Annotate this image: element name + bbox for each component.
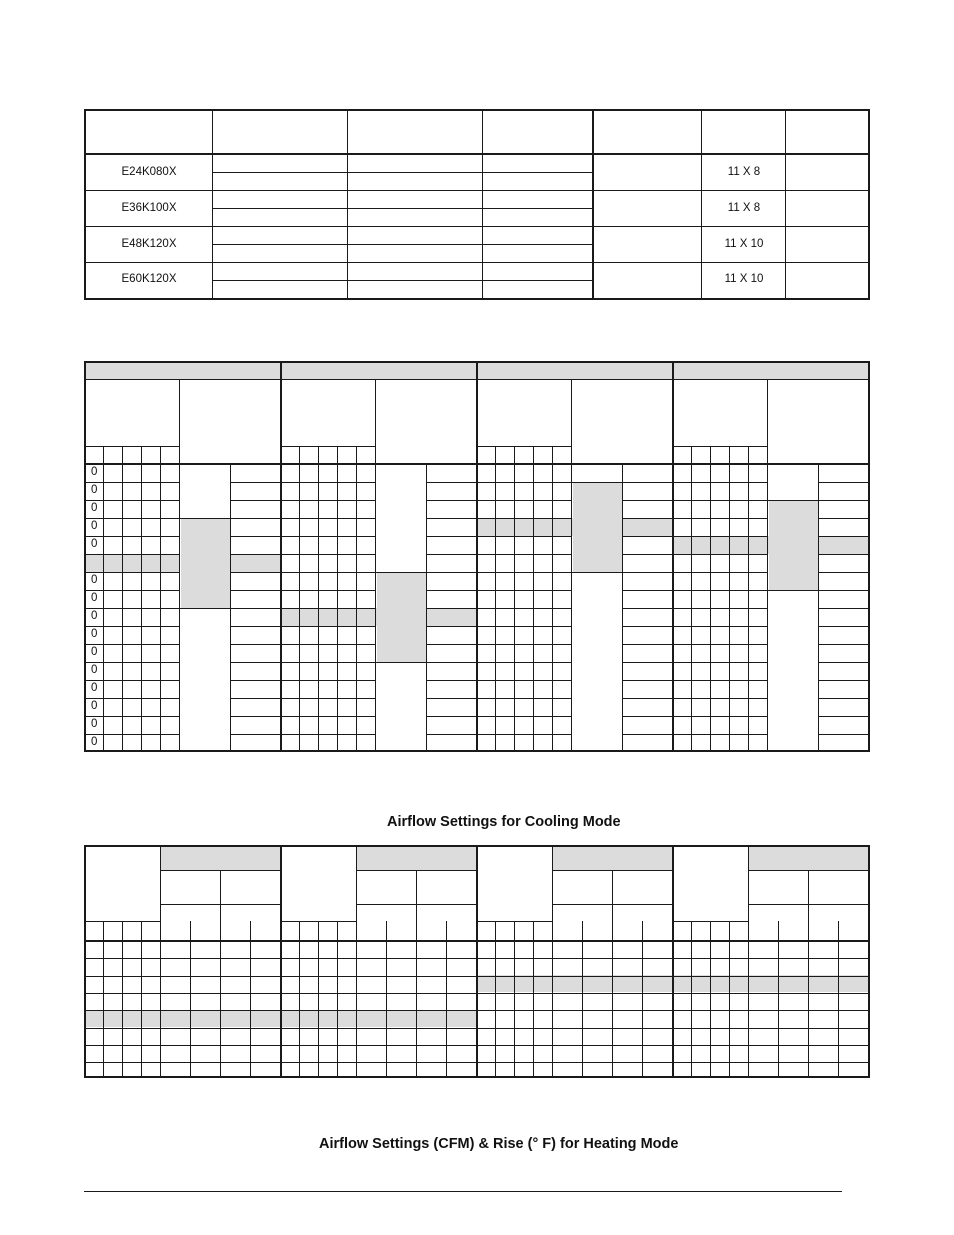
row-rule	[476, 626, 572, 627]
row-rule	[818, 572, 868, 573]
footer-rule	[84, 1191, 842, 1192]
row-rule	[672, 626, 768, 627]
row-rule	[476, 590, 572, 591]
col-rule	[571, 379, 572, 752]
col-rule	[141, 921, 142, 1078]
row-rule	[84, 1062, 870, 1063]
col-rule	[767, 379, 768, 752]
table-cell-value: 0	[91, 592, 98, 604]
sub-rule	[280, 446, 376, 447]
row-rule	[476, 680, 572, 681]
col-rule	[337, 446, 338, 752]
row-rule	[230, 698, 280, 699]
row-rule	[672, 554, 768, 555]
col-rule	[160, 845, 161, 1078]
row-rule	[476, 662, 572, 663]
table-cell-value: 0	[91, 574, 98, 586]
block-rule	[180, 518, 230, 519]
row-rule	[818, 626, 868, 627]
row-rule	[84, 1028, 870, 1029]
col-rule	[356, 446, 357, 752]
table-cell-duct-size: 11 X 10	[724, 273, 764, 285]
row-rule	[672, 698, 768, 699]
row-rule	[818, 590, 868, 591]
row-rule	[280, 680, 376, 681]
row-rule	[280, 482, 376, 483]
row-rule	[230, 662, 280, 663]
row-rule	[672, 590, 768, 591]
row-rule	[84, 1045, 870, 1046]
row-rule	[426, 734, 476, 735]
row-rule	[426, 482, 476, 483]
row-rule	[818, 518, 868, 519]
row-rule	[230, 626, 280, 627]
table-cell-value: 0	[91, 700, 98, 712]
table-cell-model: E60K120X	[121, 273, 177, 285]
row-rule	[280, 626, 376, 627]
col-rule	[533, 446, 534, 752]
row-rule	[230, 680, 280, 681]
row-rule	[818, 608, 868, 609]
row-rule	[230, 716, 280, 717]
col-rule	[552, 845, 553, 1078]
row-rule	[476, 644, 572, 645]
table-cell-value: 0	[91, 664, 98, 676]
row-rule	[84, 680, 180, 681]
row-rule	[230, 536, 280, 537]
group-divider	[476, 845, 478, 1078]
col-rule	[179, 379, 180, 752]
table-cell-value: 0	[91, 538, 98, 550]
table-cell-value: 0	[91, 682, 98, 694]
group-divider	[672, 845, 674, 1078]
col-rule	[416, 870, 417, 1078]
row-rule	[84, 554, 180, 555]
row-rule	[672, 608, 768, 609]
row-rule	[622, 518, 672, 519]
group-divider	[280, 845, 282, 1078]
block-rule	[768, 500, 818, 501]
row-rule	[818, 680, 868, 681]
row-rule	[672, 572, 768, 573]
row-rule	[280, 644, 376, 645]
row-rule	[230, 572, 280, 573]
block-rule	[768, 590, 818, 591]
cooling-caption: Airflow Settings for Cooling Mode	[387, 814, 621, 830]
row-rule	[84, 500, 180, 501]
row-rule	[622, 554, 672, 555]
block-rule	[376, 572, 426, 573]
block-rule	[572, 482, 622, 483]
table-cell-duct-size: 11 X 8	[727, 166, 761, 178]
row-rule	[280, 554, 376, 555]
row-rule	[622, 608, 672, 609]
row-rule	[280, 662, 376, 663]
sub-rule	[84, 446, 180, 447]
block-rule	[572, 572, 622, 573]
col-rule	[729, 446, 730, 752]
table-cell-value: 0	[91, 646, 98, 658]
sub-rule	[672, 446, 768, 447]
row-rule	[230, 500, 280, 501]
row-rule	[280, 500, 376, 501]
row-rule	[426, 608, 476, 609]
row-rule	[476, 482, 572, 483]
col-rule	[356, 845, 357, 1078]
block-rule	[376, 662, 426, 663]
row-rule	[672, 482, 768, 483]
row-rule	[476, 734, 572, 735]
row-rule	[818, 644, 868, 645]
row-rule	[426, 716, 476, 717]
row-rule	[84, 976, 870, 977]
table-cell-value: 0	[91, 466, 98, 478]
row-rule	[426, 554, 476, 555]
row-rule	[476, 572, 572, 573]
col-rule	[533, 921, 534, 1078]
row-rule	[672, 644, 768, 645]
row-rule	[84, 716, 180, 717]
table-cell-value: 0	[91, 736, 98, 748]
row-rule	[818, 536, 868, 537]
col-rule	[299, 921, 300, 1078]
col-rule	[495, 921, 496, 1078]
col-rule	[190, 921, 191, 1078]
row-rule	[622, 662, 672, 663]
table-header-rule	[84, 153, 870, 155]
col-rule	[710, 446, 711, 752]
col-rule	[103, 921, 104, 1078]
table-cell-duct-size: 11 X 10	[724, 238, 764, 250]
row-rule	[672, 518, 768, 519]
col-rule	[691, 921, 692, 1078]
table-cell-value: 0	[91, 484, 98, 496]
col-rule	[318, 921, 319, 1078]
group-divider	[280, 361, 282, 752]
table-cell-model: E24K080X	[121, 166, 177, 178]
row-rule	[622, 734, 672, 735]
row-rule	[622, 572, 672, 573]
row-rule	[426, 626, 476, 627]
row-rule	[426, 644, 476, 645]
row-rule	[622, 644, 672, 645]
row-rule	[476, 536, 572, 537]
col-rule	[250, 921, 251, 1078]
col-rule	[220, 870, 221, 1078]
col-rule	[160, 446, 161, 752]
col-rule	[778, 921, 779, 1078]
table-cell-value: 0	[91, 502, 98, 514]
sub-rule	[476, 446, 572, 447]
row-rule	[672, 680, 768, 681]
table-cell-model: E36K100X	[121, 202, 177, 214]
row-rule	[426, 500, 476, 501]
col-rule	[122, 446, 123, 752]
col-rule	[552, 446, 553, 752]
row-rule	[280, 572, 376, 573]
col-rule	[514, 921, 515, 1078]
row-rule	[84, 536, 180, 537]
row-rule	[476, 716, 572, 717]
row-rule	[84, 662, 180, 663]
row-rule	[280, 518, 376, 519]
row-rule	[622, 590, 672, 591]
row-rule	[672, 536, 768, 537]
row-rule	[230, 482, 280, 483]
row-rule	[84, 626, 180, 627]
row-rule	[426, 518, 476, 519]
col-rule	[141, 446, 142, 752]
col-rule	[729, 921, 730, 1078]
row-rule	[84, 993, 870, 994]
row-rule	[818, 482, 868, 483]
row-rule	[818, 734, 868, 735]
block-rule	[180, 608, 230, 609]
col-rule	[748, 446, 749, 752]
row-rule	[84, 482, 180, 483]
row-rule	[476, 608, 572, 609]
row-rule	[672, 662, 768, 663]
row-rule	[280, 734, 376, 735]
row-rule	[818, 716, 868, 717]
row-rule	[818, 500, 868, 501]
col-rule	[122, 921, 123, 1078]
row-rule	[622, 500, 672, 501]
row-rule	[672, 734, 768, 735]
col-rule	[446, 921, 447, 1078]
row-rule	[84, 518, 180, 519]
row-rule	[476, 500, 572, 501]
col-rule	[495, 446, 496, 752]
group-divider	[476, 361, 478, 752]
row-rule	[622, 698, 672, 699]
row-rule	[426, 662, 476, 663]
row-rule	[84, 644, 180, 645]
table-cell-value: 0	[91, 610, 98, 622]
row-rule	[230, 644, 280, 645]
row-rule	[84, 572, 180, 573]
row-rule	[280, 536, 376, 537]
row-rule	[818, 554, 868, 555]
row-rule	[622, 536, 672, 537]
col-rule	[710, 921, 711, 1078]
table-cell-value: 0	[91, 520, 98, 532]
row-rule	[476, 698, 572, 699]
row-rule	[84, 1010, 870, 1011]
row-rule	[84, 698, 180, 699]
col-rule	[838, 921, 839, 1078]
row-rule	[84, 734, 180, 735]
row-rule	[230, 554, 280, 555]
row-rule	[280, 698, 376, 699]
row-rule	[280, 716, 376, 717]
row-rule	[622, 626, 672, 627]
row-rule	[426, 698, 476, 699]
col-rule	[103, 446, 104, 752]
row-rule	[818, 662, 868, 663]
row-rule	[230, 608, 280, 609]
col-rule	[386, 921, 387, 1078]
row-rule	[230, 734, 280, 735]
row-rule	[230, 590, 280, 591]
row-rule	[622, 482, 672, 483]
row-rule	[280, 608, 376, 609]
col-rule	[514, 446, 515, 752]
col-rule	[612, 870, 613, 1078]
row-rule	[672, 500, 768, 501]
col-rule	[299, 446, 300, 752]
col-rule	[582, 921, 583, 1078]
row-rule	[476, 554, 572, 555]
row-rule	[426, 536, 476, 537]
col-rule	[691, 446, 692, 752]
row-rule	[426, 572, 476, 573]
col-rule	[375, 379, 376, 752]
table-cell-model: E48K120X	[121, 238, 177, 250]
row-rule	[622, 680, 672, 681]
row-rule	[426, 590, 476, 591]
row-rule	[230, 518, 280, 519]
col-rule	[642, 921, 643, 1078]
row-rule	[622, 716, 672, 717]
row-rule	[280, 590, 376, 591]
table-cell-value: 0	[91, 718, 98, 730]
row-rule	[84, 590, 180, 591]
table-cell-value: 0	[91, 628, 98, 640]
row-rule	[476, 518, 572, 519]
col-rule	[318, 446, 319, 752]
group-divider	[672, 361, 674, 752]
row-rule	[818, 698, 868, 699]
row-rule	[426, 680, 476, 681]
row-rule	[84, 608, 180, 609]
row-rule	[672, 716, 768, 717]
heating-caption: Airflow Settings (CFM) & Rise (° F) for Heating Mode	[319, 1136, 679, 1152]
col-rule	[337, 921, 338, 1078]
row-rule	[84, 958, 870, 959]
table-cell-duct-size: 11 X 8	[727, 202, 761, 214]
col-rule	[748, 845, 749, 1078]
col-rule	[808, 870, 809, 1078]
